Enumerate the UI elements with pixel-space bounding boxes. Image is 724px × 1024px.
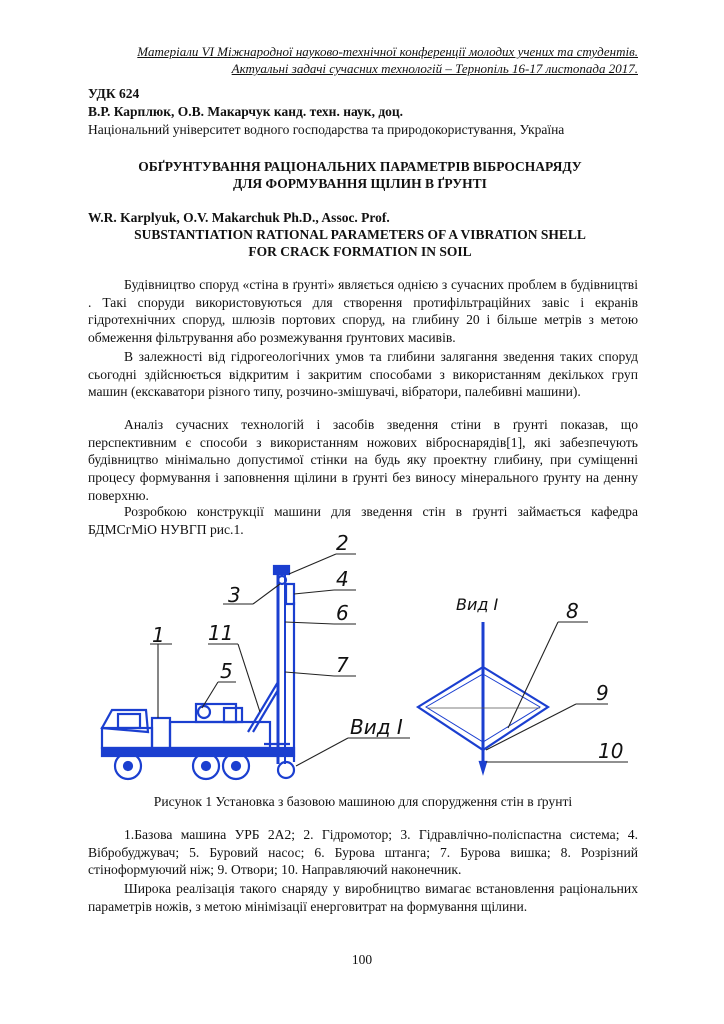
title-english-line-2: FOR CRACK FORMATION IN SOIL (248, 244, 472, 259)
label-7: 7 (336, 653, 349, 677)
paragraph-1: Будівництво споруд «стіна в ґрунті» являється однією з сучасних проблем в будівництві . Такі споруди використовуються для створення протифільтраційних завіс і екранів гідротехнічних споруд, шлюзів портових споруд, на глибину 20 і більше метрів з метою обмеження фільтрування або розмежування ґрунтових масивів. (88, 277, 638, 346)
affiliation: Національний університет водного господарства та природокористування, Україна (88, 122, 565, 137)
paragraph-2: В залежності від гідрогеологічних умов та глибини залягання зведення таких споруд сьогодні здійснюється відкритим і закритим способами з використанням декількох груп машин (екскаватори різного типу, розчино-змішувачі, вібратори, палебивні машини). (88, 349, 638, 400)
detail-drawing (418, 622, 548, 772)
label-9: 9 (596, 681, 609, 705)
paragraph-3: Аналіз сучасних технологій і засобів зведення стіни в ґрунті показав, що перспективним є способи з використанням ножових віброснарядів[1], які забезпечують будівництво мінімально допустимої стінки на будь яку проектну глибину, при суміщенні процесу формування і заповнення щілини в ґрунті без виносу мінерального ґрунту на денну поверхню. (88, 417, 638, 503)
figure-labels (152, 532, 623, 763)
label-10: 10 (598, 739, 624, 763)
title-ukrainian-line-2: ДЛЯ ФОРМУВАННЯ ЩІЛИН В ҐРУНТІ (233, 176, 487, 191)
label-4: 4 (336, 567, 349, 591)
label-6: 6 (336, 601, 349, 625)
running-header-line-1: Матеріали VI Міжнародної науково-технічної конференції молодих учених та студентів. (137, 44, 638, 59)
label-view-detail: Вид I (456, 595, 499, 614)
label-1: 1 (152, 623, 165, 647)
title-ukrainian-line-1: ОБҐРУНТУВАННЯ РАЦІОНАЛЬНИХ ПАРАМЕТРІВ ВІБРОСНАРЯДУ (138, 159, 582, 174)
authors-ukrainian: В.Р. Карплюк, О.В. Макарчук канд. техн. наук, доц. (88, 104, 404, 119)
running-header-line-2: Актуальні задачі сучасних технологій – Тернопіль 16-17 листопада 2017. (231, 61, 638, 76)
label-11: 11 (208, 621, 234, 645)
figure-legend: 1.Базова машина УРБ 2А2; 2. Гідромотор; 3. Гідравлічно-поліспастна система; 4. Вібробуджувач; 5. Буровий насос; 6. Бурова штанга; 7. Бурова вишка; 8. Розрізний стінoформуючий ніж; 9. Отвори; 10. Направляючий наконечник. (88, 827, 638, 878)
paragraph-5: Широка реалізація такого снаряду у виробництво вимагає встановлення раціональних параметрів ножів, з метою мінімізації енерговитрат на формування щілини. (88, 881, 638, 914)
truck-drawing (102, 566, 294, 779)
label-2: 2 (336, 532, 349, 555)
title-english (70, 226, 650, 260)
label-3: 3 (228, 583, 241, 607)
figure-caption: Рисунок 1 Установка з базовою машиною для спорудження стін в ґрунті (153, 794, 573, 809)
machine-drawing (88, 532, 638, 792)
page-number: 100 (351, 952, 373, 967)
label-view-main: Вид I (350, 715, 403, 739)
label-8: 8 (566, 599, 579, 623)
paragraph-4: Розробкою конструкції машини для зведення стін в ґрунті займається кафедра БДМСгМіО НУВГП рис.1. (88, 504, 638, 537)
udk-code: УДК 624 (88, 86, 140, 101)
title-ukrainian (70, 158, 650, 192)
authors-english: W.R. Karplyuk, O.V. Makarchuk Ph.D., Assoc. Prof. (88, 210, 390, 225)
figure-1 (88, 532, 638, 792)
label-5: 5 (220, 659, 233, 683)
title-english-line-1: SUBSTANTIATION RATIONAL PARAMETERS OF A VIBRATION SHELL (134, 227, 586, 242)
